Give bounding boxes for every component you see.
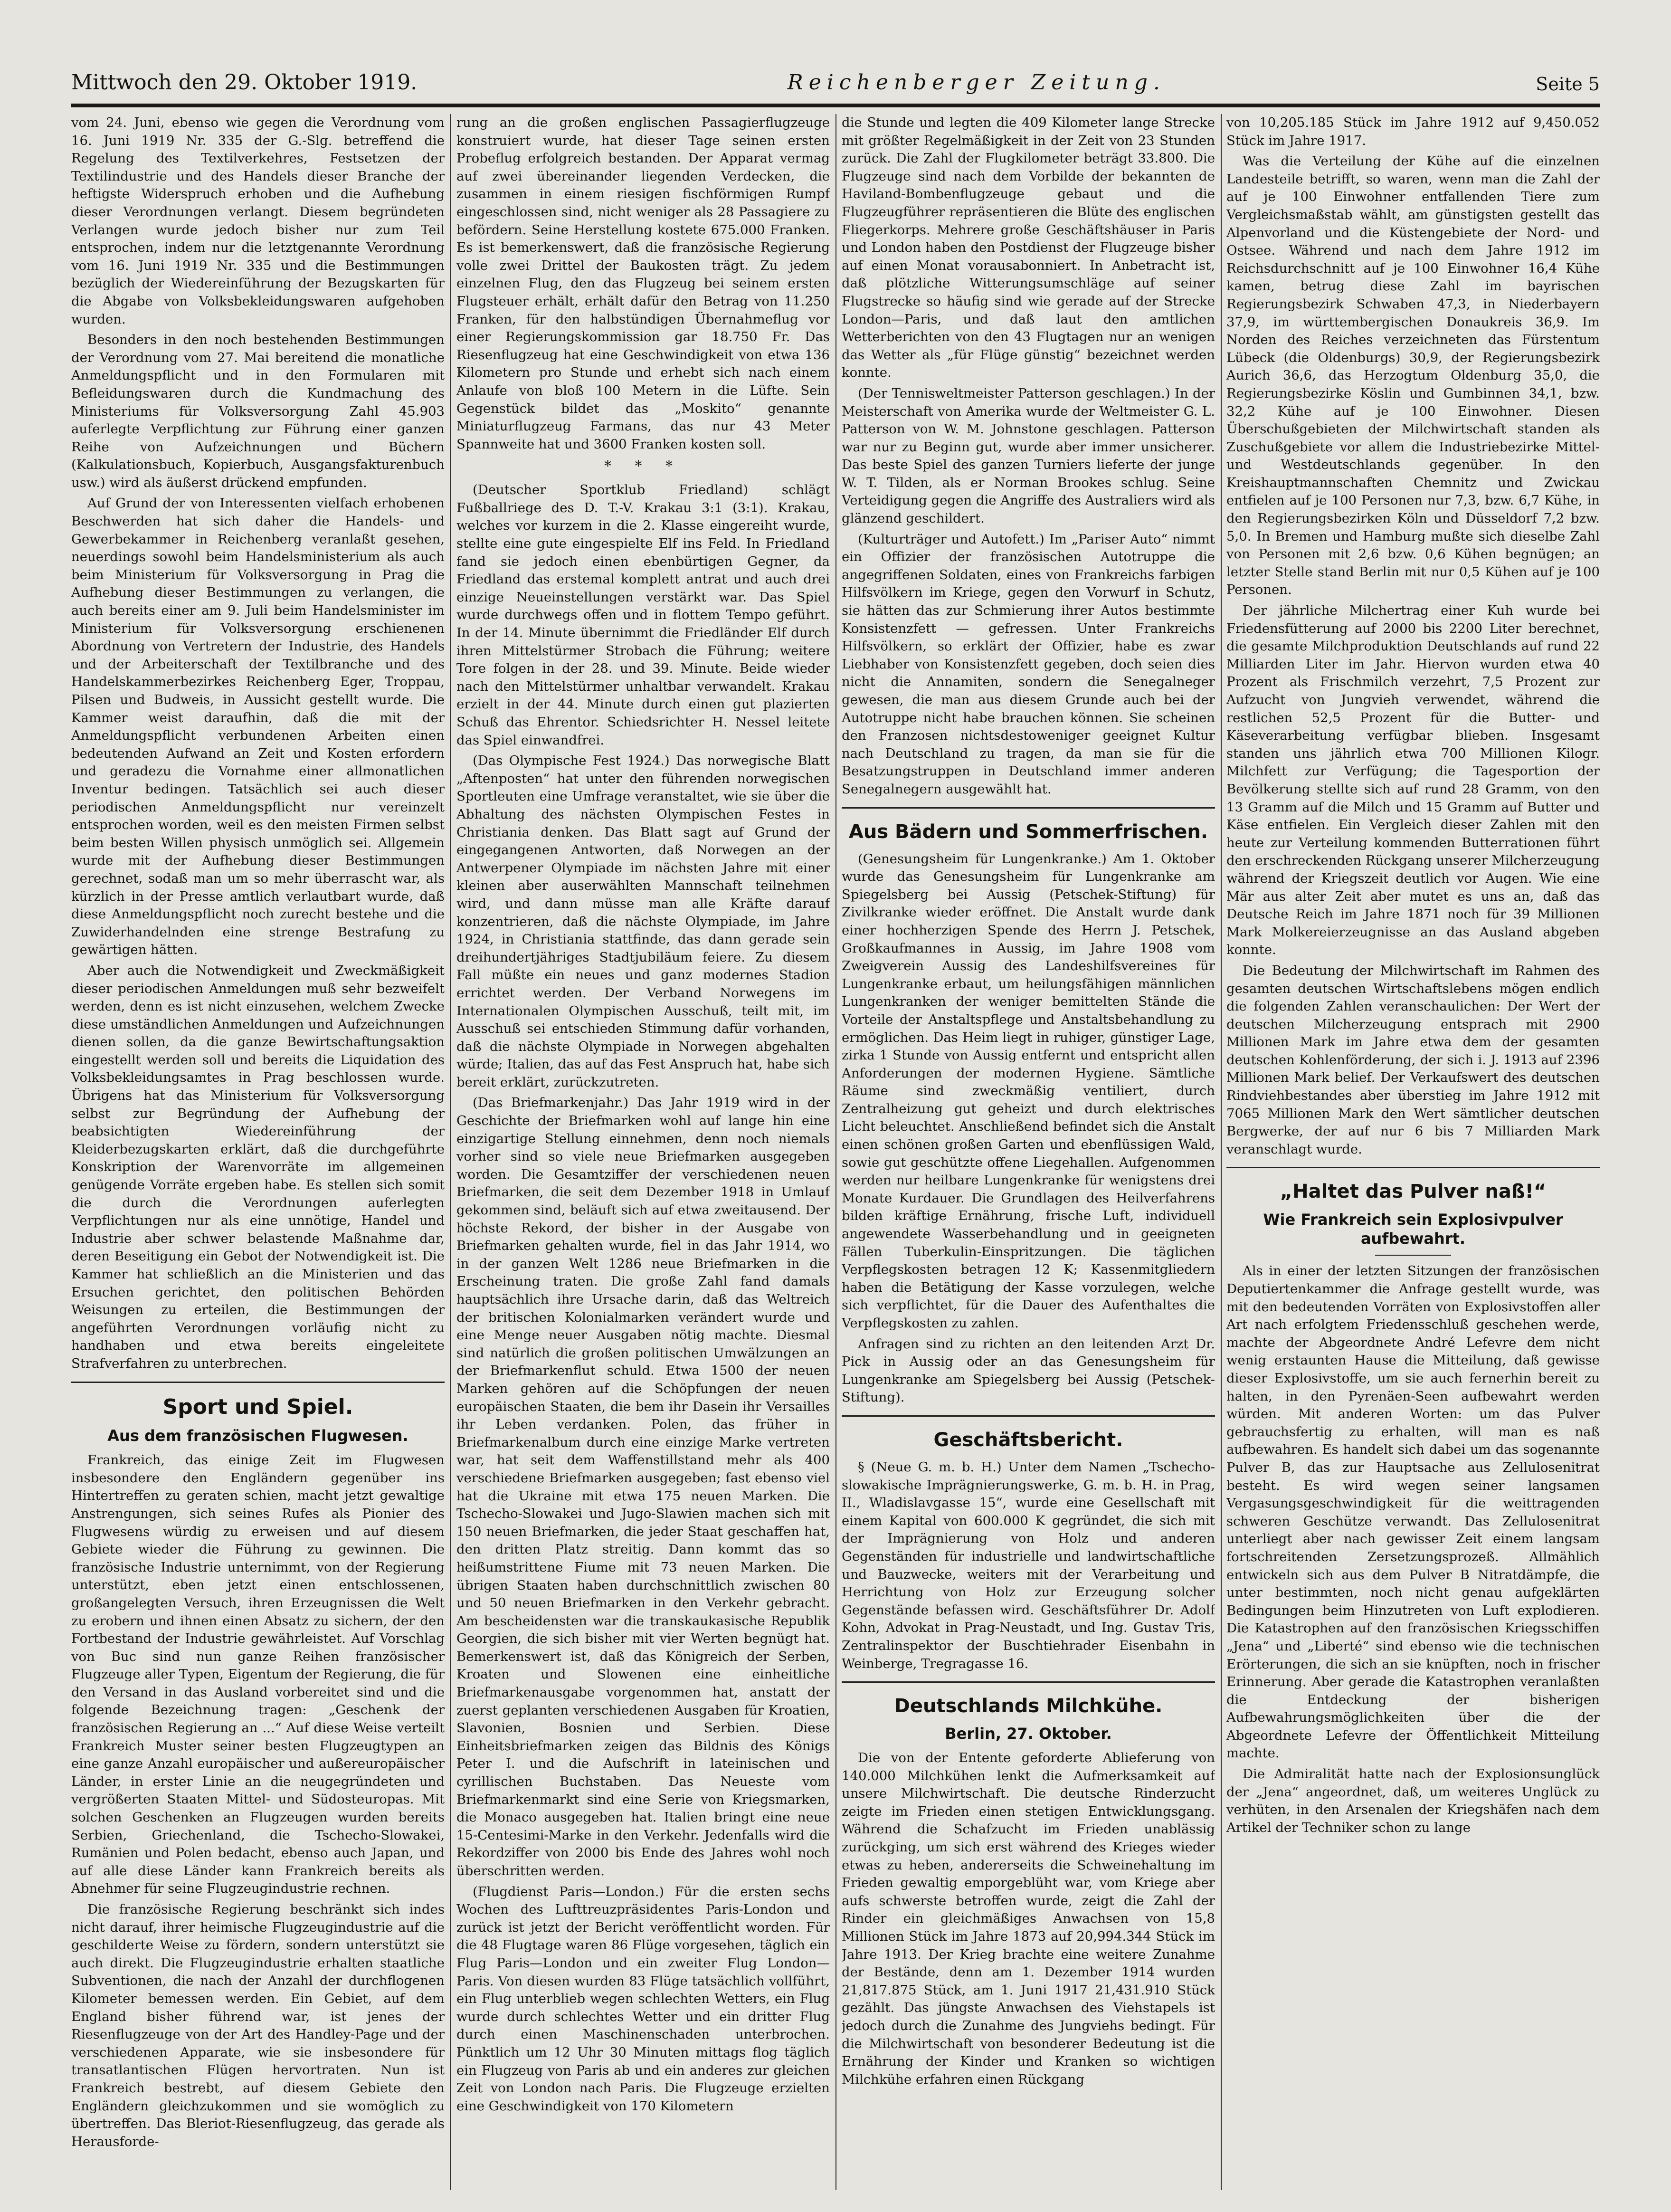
article-paragraph: Die Bedeutung der Milchwirtschaft im Rahmen des gesamten deutschen Wirtschaftslebens mögen endlich die folgenden Zahlen veranschaulichen: Der Wert der deutschen Milcherzeugung entsprach mit 2900 Millionen Mark im Jahre etwa dem der gesamten deutschen Kohlenförderung, der sich i. J. 1913 auf 2396 Millionen Mark belief. Der Verkaufswert des deutschen Rindviehbestandes aber überstieg im Jahre 1912 mit 7065 Millionen Mark den Wert sämtlicher deutschen Bergwerke, der auf nur 6 bis 7 Milliarden Mark veranschlagt wurde.: [1226, 963, 1600, 1157]
column-rule: [450, 114, 451, 2190]
section-divider: [842, 807, 1215, 809]
newspaper-title: Reichenberger Zeitung.: [787, 70, 1166, 95]
article-headline-flugwesen: Aus dem französischen Flugwesen.: [107, 1427, 408, 1445]
article-paragraph: die Stunde und legten die 409 Kilometer lange Strecke mit größter Regelmäßigkeit in der Zeit von 23 Stunden zurück. Die Zahl der Flugkilometer beträgt 33.800. Die Flugzeuge sind nach dem Vorbilde der bekannten de Haviland-Bombenflugzeuge gebaut und die Flugzeugführer repräsentieren die Blüte des englischen Fliegerkorps. Mehrere große Geschäftshäuser in Paris und London haben den Postdienst der Flugzeuge bisher auf einen Monat vorausabonniert. In Anbetracht ist, daß plötzliche Witterungsumschläge auf seiner Flugstrecke so häufig sind wie gerade auf der Strecke London—Paris, und daß laut den amtlichen Wetterberichten von den 43 Flugtagen nur an wenigen das Wetter als „für Flüge günstig“ bezeichnet werden konnte.: [842, 115, 1215, 381]
section-divider: [842, 1415, 1215, 1417]
masthead-rule: [71, 104, 1600, 107]
headline-rule: [1375, 1255, 1451, 1256]
section-title-geschaeftsbericht: Geschäftsbericht.: [933, 1429, 1123, 1451]
article-paragraph: § (Neue G. m. b. H.) Unter dem Namen „Tschecho-slowakische Imprägnierungswerke, G. m. b. H. in Prag, II., Wladislavgasse 15“, wurde eine Gesellschaft mit einem Kapital von 600.000 K gegründet, die sich mit der Imprägnierung von Holz und anderen Gegenständen für industrielle und landwirtschaftliche und Bauzwecke, weiters mit der Verarbeitung und Herrichtung von Holz zur Erzeugung solcher Gegenstände befassen wird. Geschäftsführer Dr. Adolf Kohn, Advokat in Prag-Neustadt, und Ing. Gustav Tris, Zentralinspektor der Buschtiehrader Eisenbahn in Weinberge, Tregragasse 16.: [842, 1459, 1215, 1671]
article-paragraph: Als in einer der letzten Sitzungen der französischen Deputiertenkammer die Anfrage gestellt wurde, was mit den bedeutenden Vorräten von Explosivstoffen aller Art nach erfolgtem Friedensschluß geschehen werde, machte der Abgeordnete André Lefevre dem nicht wenig erstaunten Hause die Mitteilung, daß gewisse dieser Explosivstoffe, um sie auch fernerhin bereit zu halten, in den Pyrenäen-Seen aufbewahrt werden würden. Mit anderen Worten: um das Pulver gebrauchsfertig zu erhalten, will man es naß aufbewahren. Es handelt sich dabei um das sogenannte Pulver B, das zur Hauptsache aus Zellulosenitrat besteht. Es wird wegen seiner langsamen Vergasungsgeschwindigkeit für die weittragenden schweren Geschütze verwandt. Das Zellulosenitrat unterliegt aber nach gewisser Zeit einem langsam fortschreitenden Zersetzungsprozeß. Allmählich entwickeln sich aus dem Pulver B Nitratdämpfe, die unter bestimmten, noch nicht genau aufgeklärten Bedingungen beim Hinzutreten von Luft explodieren. Die Katastrophen auf den französischen Kriegsschiffen „Jena“ und „Liberté“ sind ebenso wie die technischen Erörterungen, die sich an sie knüpften, noch in frischer Erinnerung. Aber gerade die Katastrophen veranlaßten die Entdeckung der bisherigen Aufbewahrungsmöglichkeiten über die der Abgeordnete Lefevre der Öffentlichkeit Mitteilung machte.: [1226, 1263, 1600, 1761]
article-paragraph: (Das Olympische Fest 1924.) Das norwegische Blatt „Aftenposten“ hat unter den führenden norwegischen Sportleuten eine Umfrage veranstaltet, wie sie über die Abhaltung des nächsten Olympischen Festes in Christiania denken. Das Blatt sagt auf Grund der eingegangenen Antworten, daß Norwegen an der Antwerpener Olympiade im nächsten Jahre mit einer kleinen aber auserwählten Mannschaft teilnehmen wird, und dann müsse man alle Kräfte darauf konzentrieren, daß die nächste Olympiade, im Jahre 1924, in Christiania stattfinde, das dann gerade sein dreihundertjähriges Stadtjubiläum feiere. Zu diesem Fall müßte ein neues und ganz modernes Stadion errichtet werden. Der Verband Norwegens im Internationalen Olympischen Ausschuß, teilt mit, im Ausschuß sei entschieden Stimmung dafür vorhanden, daß die nächste Olympiade in Norwegen abgehalten würde; Italien, das auf das Fest Anspruch hat, habe sich bereit erklärt, zurückzutreten.: [456, 753, 830, 1090]
article-paragraph: Was die Verteilung der Kühe auf die einzelnen Landesteile betrifft, so waren, wenn man die Zahl der auf je 100 Einwohner entfallenden Tiere zum Vergleichsmaßstab wählt, am günstigsten gestellt das Alpenvorland und die Küstengebiete der Nord- und Ostsee. Während und nach dem Jahre 1912 im Reichsdurchschnitt auf je 100 Einwohner 16,4 Kühe kamen, betrug diese Zahl im bayrischen Regierungsbezirk Schwaben 47,3, in Niederbayern 37,9, im württembergischen Donaukreis 36,9. Im Norden des Reiches verzeichneten das Fürstentum Lübeck (die Oldenburgs) 30,9, der Regierungsbezirk Aurich 36,6, das Herzogtum Oldenburg 35,0, die Regierungsbezirke Köslin und Gumbinnen 34,1, bzw. 32,2 Kühe auf je 100 Einwohner. Diesen Überschußgebieten der Milchwirtschaft standen als Zuschußgebiete vor allem die Industriebezirke Mittel- und Westdeutschlands gegenüber. In den Kreishauptmannschaften Chemnitz und Zwickau entfielen auf je 100 Personen nur 7,3, bzw. 6,7 Kühe, in den Regierungsbezirken Köln und Düsseldorf 7,2 bzw. 5,0. In Bremen und Hamburg mußte sich dieselbe Zahl von Personen mit 2,6 bzw. 0,6 Kühen begnügen; an letzter Stelle stand Berlin mit nur 0,5 Kühen auf je 100 Personen.: [1226, 153, 1600, 598]
subheadline-line-2: aufbewahrt.: [1360, 1230, 1466, 1248]
section-divider: [71, 1382, 445, 1383]
article-subheadline: [1226, 1210, 1600, 1248]
masthead: [71, 67, 1600, 93]
column-2: [456, 114, 830, 2190]
article-headline-milchkuehe: Deutschlands Milchkühe.: [894, 1695, 1163, 1717]
article-paragraph: Der jährliche Milchertrag einer Kuh wurde bei Friedensfütterung auf 2000 bis 2200 Liter berechnet, die gesamte Milchproduktion Deutschlands auf rund 22 Milliarden Liter im Jahr. Hiervon wurden etwa 40 Prozent als Frischmilch verzehrt, 7,5 Prozent zur Aufzucht von Jungvieh verwendet, während die restlichen 52,5 Prozent für die Butter- und Käseverarbeitung verfügbar blieben. Insgesamt standen uns jährlich etwa 700 Millionen Kilogr. Milchfett zur Verfügung; die Tagesportion der Bevölkerung stellte sich auf rund 28 Gramm, von den 13 Gramm auf die Milch und 15 Gramm auf Butter und Käse entfielen. Ein Vergleich dieser Zahlen mit den heute zur Verteilung kommenden Butterrationen führt den erschreckenden Rückgang unserer Milcherzeugung während der Kriegszeit deutlich vor Augen. Wie eine Mär aus alter Zeit aber mutet es uns an, daß das Deutsche Reich im Jahre 1871 noch für 39 Millionen Mark Molkereierzeugnisse an das Ausland abgeben konnte.: [1226, 603, 1600, 958]
article-paragraph: Auf Grund der von Interessenten vielfach erhobenen Beschwerden hat sich daher die Handels- und Gewerbekammer in Reichenberg veranlaßt gesehen, neuerdings sowohl beim Handelsministerium als auch beim Ministerium für Volksversorgung in Prag die Aufhebung dieser Bestimmungen zu verlangen, die auch bereits einer am 9. Juli beim Handelsminister im Ministerium für Volksversorgung erschienenen Abordnung von Vertretern der Industrie, des Handels und der Arbeiterschaft der Textilbranche und des Handelskammerbezirkes Reichenberg Eger, Troppau, Pilsen und Budweis, in Aussicht gestellt wurde. Die Kammer weist daraufhin, daß die mit der Anmeldungspflicht verbundenen Arbeiten einen bedeutenden Aufwand an Zeit und Kosten erfordern und geradezu die Vornahme einer allmonatlichen Inventur bedingen. Tatsächlich sei auch dieser periodischen Anmeldungspflicht nur vereinzelt entsprochen worden, weil es den meisten Firmen selbst beim besten Willen physisch unmöglich sei. Allgemein wurde mit der Aufhebung dieser Bestimmungen gerechnet, sodaß man um so mehr überrascht war, als kürzlich in der Presse amtlich verlautbart wurde, daß diese Anmeldungspflicht noch zurecht bestehe und die Zuwiderhandelnden eine strenge Bestrafung zu gewärtigen hätten.: [71, 496, 445, 958]
article-paragraph: rung an die großen englischen Passagierflugzeuge konstruiert wurde, hat dieser Tage seinen ersten Probeflug erfolgreich bestanden. Der Apparat vermag auf zwei übereinander liegenden Verdecken, die zusammen in einem riesigen fischförmigen Rumpf eingeschlossen sind, nicht weniger als 28 Passagiere zu befördern. Seine Herstellung kostete 675.000 Franken. Es ist bemerkenswert, daß die französische Regierung volle zwei Drittel der Baukosten trägt. Zu jedem einzelnen Flug, den das Flugzeug bei seinem ersten Flugsteuer erhält, erhält dafür den Betrag von 11.250 Franken, für den halbstündigen Übernahmeflug vor einer Regierungskommission gar 18.750 Fr. Das Riesenflugzeug hat eine Geschwindigkeit von etwa 136 Kilometern pro Stunde und erhebt sich nach einem Anlaufe von bloß 100 Metern in die Lüfte. Sein Gegenstück bildet das „Moskito“ genannte Miniaturflugzeug Farmans, das nur 43 Meter Spannweite hat und 3600 Franken kosten soll.: [456, 115, 830, 452]
article-paragraph: (Kulturträger und Autofett.) Im „Pariser Auto“ nimmt ein Offizier der französischen Autotruppe die angegriffenen Soldaten, eines von Frankreichs farbigen Hilfsvölkern im Kriege, gegen den Vorwurf in Schutz, sie hätten das zur Schmierung ihrer Autos bestimmte Konsistenzfett — gefressen. Unter Frankreichs Hilfsvölkern, so erklärt der Offizier, habe es zwar Liebhaber von Konsistenzfett gegeben, doch seien dies nicht die Annamiten, sondern die Senegalneger gewesen, die man aus diesem Grunde auch bei der Autotruppe nicht habe brauchen können. Sie scheinen den Franzosen nichtsdestoweniger geeignet Kultur nach Deutschland zu tragen, da man sie für die Besatzungstruppen in Deutschland immer anderen Senegalnegern ausgewählt hat.: [842, 531, 1215, 797]
article-paragraph: Die von der Entente geforderte Ablieferung von 140.000 Milchkühen lenkt die Aufmerksamkeit auf unsere Milchwirtschaft. Die deutsche Rinderzucht zeigte im Frieden einen stetigen Entwicklungsgang. Während die Schafzucht im Frieden unablässig zurückging, um sich erst während des Krieges wieder etwas zu heben, andererseits die Schweinehaltung im Frieden gewaltig emporgeblüht war, vom Kriege aber aufs schwerste betroffen wurde, zeigt die Zahl der Rinder ein gleichmäßiges Anwachsen von 15,8 Millionen Stück im Jahre 1873 auf 20,994.344 Stück im Jahre 1913. Der Krieg brachte eine weitere Zunahme der Bestände, denn am 1. Dezember 1914 wurden 21,817.875 Stück, am 1. Juni 1917 21,431.910 Stück gezählt. Das jüngste Anwachsen des Viehstapels ist jedoch durch die Zunahme des Jungviehs bedingt. Für die Milchwirtschaft von besonderer Bedeutung ist die Ernährung der Kinder und Kranken so wichtigen Milchkühe erfahren einen Rückgang: [842, 1750, 1215, 2087]
article-paragraph: Die französische Regierung beschränkt sich indes nicht darauf, ihrer heimische Flugzeugindustrie auf die geschilderte Weise zu fördern, sondern unterstützt sie auch direkt. Die Flugzeugindustrie erhalten staatliche Subventionen, die nach der Anzahl der durchflogenen Kilometer bemessen werden. Ein Gebiet, auf dem England bisher führend war, ist jenes der Riesenflugzeuge von der Art des Handley-Page und der verschiedenen Apparate, wie sie insbesondere für transatlantischen Flügen hervortraten. Nun ist Frankreich bestrebt, auf diesem Gebiete den Engländern gleichzukommen und sie womöglich zu übertreffen. Das Bleriot-Riesenflugzeug, das gerade als Herausforde-: [71, 1902, 445, 2149]
article-paragraph: Frankreich, das einige Zeit im Flugwesen insbesondere den Engländern gegenüber ins Hintertreffen zu geraten schien, macht jetzt gewaltige Anstrengungen, sich seines Rufes als Pionier des Flugwesens würdig zu erweisen und auf diesem Gebiete wieder die Führung zu gewinnen. Die französische Industrie unternimmt, von der Regierung unterstützt, eben jetzt einen entschlossenen, großangelegten Versuch, ihren Erzeugnissen die Welt zu erobern und ihnen einen Absatz zu sichern, der den Fortbestand der Industrie gewährleistet. Auf Vorschlag von Buc sind nun ganze Reihen französischer Flugzeuge aller Typen, Eigentum der Regierung, die für den Versand in das Ausland vorbereitet sind und die folgende Bezeichnung tragen: „Geschenk der französischen Regierung an ...“ Auf diese Weise verteilt Frankreich Muster seiner besten Flugzeugtypen an eine ganze Anzahl europäischer und außereuropäischer Länder, in erster Linie an die neugegründeten und vergrößerten Staaten Mittel- und Südosteuropas. Mit solchen Geschenken an Flugzeugen wurden bereits Serbien, Griechenland, die Tschecho-Slowakei, Rumänien und Polen bedacht, ebenso auch Japan, und auf alle diese Länder kann Frankreich bereits als Abnehmer für seine Flugzeugindustrie rechnen.: [71, 1452, 445, 1897]
section-title-baeder: Aus Bädern und Sommerfrischen.: [848, 820, 1208, 843]
column-3: [842, 114, 1215, 2190]
article-paragraph: (Flugdienst Paris—London.) Für die ersten sechs Wochen des Lufttreuzpräsidentes Paris-London und zurück ist jetzt der Bericht veröffentlicht worden. Für die 48 Flugtage waren 86 Flüge vorgesehen, täglich ein Flug Paris—London und ein zweiter Flug London—Paris. Von diesen wurden 83 Flüge tatsächlich vollführt, ein Flug unterblieb wegen schlechten Wetters, ein Flug wurde durch schlechtes Wetter und ein dritter Flug durch einen Maschinenschaden unterbrochen. Pünktlich um 12 Uhr 30 Minuten mittags flog täglich ein Flugzeug von Paris ab und ein anderes zur gleichen Zeit von London nach Paris. Die Flugzeuge erzielten eine Geschwindigkeit von 170 Kilometern: [456, 1884, 830, 2114]
column-rule: [1221, 114, 1222, 2190]
article-headline-pulver: „Haltet das Pulver naß!“: [1280, 1181, 1547, 1203]
separator-stars: * * *: [604, 458, 683, 475]
columns: [71, 114, 1600, 2190]
article-paragraph: (Das Briefmarkenjahr.) Das Jahr 1919 wird in der Geschichte der Briefmarken wohl auf lange hin eine einzigartige Stellung einnehmen, denn noch niemals vorher sind so viele neue Briefmarken ausgegeben worden. Die Gesamtziffer der verschiedenen neuen Briefmarken, die seit dem Dezember 1918 in Umlauf gekommen sind, beläuft sich auf etwa zweitausend. Der höchste Rekord, der bisher in der Ausgabe von Briefmarken gehalten wurde, fiel in das Jahr 1914, wo in der ganzen Welt 1286 neue Briefmarken in die Erscheinung traten. Die große Zahl fand damals hauptsächlich ihre Ursache darin, daß das Weltreich der britischen Kolonialmarken verändert wurde und eine Menge neuer Ausgaben nötig machte. Diesmal sind natürlich die großen politischen Umwälzungen an der Briefmarkenflut schuld. Etwa 1500 der neuen Marken gehören auf die Schöpfungen der neuen europäischen Staaten, die bem ihr Dasein ihr Versailles ihr Leben verdanken. Polen, das früher in Briefmarkenalbum durch eine einzige Marke vertreten war, hat seit dem Waffenstillstand mehr als 400 verschiedene Briefmarken ausgegeben; fast ebenso viel hat die Ukraine mit etwa 175 neuen Marken. Die Tschecho-Slowakei und Jugo-Slawien machen sich mit 150 neuen Briefmarken, die jeder Staat geschaffen hat, den dritten Platz streitig. Dann kommt das so heißumstrittene Fiume mit 73 neuen Marken. Die übrigen Staaten haben durchschnittlich zwischen 80 und 50 neuen Briefmarken in den Verkehr gebracht. Am bescheidensten war die transkaukasische Republik Georgien, die sich bisher mit vier Werten begnügt hat. Bemerkenswert ist, daß das Königreich der Serben, Kroaten und Slowenen eine einheitliche Briefmarkenausgabe vorgenommen hat, anstatt der zuerst geplanten verschiedenen Ausgaben für Kroatien, Slavonien, Bosnien und Serbien. Diese Einheitsbriefmarken zeigen das Bildnis des Königs Peter I. und die Aufschrift in lateinischen und cyrillischen Buchstaben. Das Neueste vom Briefmarkenmarkt sind eine Serie von Kriegsmarken, die Monaco ausgegeben hat. Italien bringt eine neue 15-Centesimi-Marke in den Verkehr. Jedenfalls wird die Rekordziffer von 2000 bis Ende des Jahres wohl noch überschritten werden.: [456, 1095, 830, 1878]
column-4: [1226, 114, 1600, 2190]
article-dateline: Berlin, 27. Oktober.: [945, 1725, 1112, 1743]
page-number: Seite 5: [1536, 74, 1600, 95]
article-paragraph: Besonders in den noch bestehenden Bestimmungen der Verordnung vom 27. Mai bereitend die monatliche Anmeldungspflicht und in den Formularen mit Befleidungswaren durch die Kundmachung des Ministeriums für Volksversorgung Zahl 45.903 auferlegte Verpflichtung zur Führung einer ganzen Reihe von Aufzeichnungen und Büchern (Kalkulationsbuch, Kopierbuch, Ausgangsfakturenbuch usw.) wird als äußerst drückend empfunden.: [71, 332, 445, 490]
article-paragraph: (Deutscher Sportklub Friedland) schlägt Fußballriege des D. T.-V. Krakau 3:1 (3:1). Krakau, welches vor kurzem in die 2. Klasse eingereiht wurde, stellte eine gute eingespielte Elf ins Feld. In Friedland fand sie jedoch einen ebenbürtigen Gegner, da Friedland das erstemal komplett antrat und auch drei einzige Neueinstellungen verstärkt war. Das Spiel wurde durchwegs offen und in flottem Tempo geführt. In der 14. Minute übernimmt die Friedländer Elf durch ihren Mittelstürmer Strobach die Führung; weitere Tore folgen in der 28. und 39. Minute. Beide wieder nach den Mittelstürmer unhaltbar verwandelt. Krakau erzielt in der 44. Minute durch einen gut plazierten Schuß das Ehrentor. Schiedsrichter H. Nessel leitete das Spiel einwandfrei.: [456, 482, 830, 748]
article-paragraph: von 10,205.185 Stück im Jahre 1912 auf 9,450.052 Stück im Jahre 1917.: [1226, 115, 1600, 148]
article-paragraph: Anfragen sind zu richten an den leitenden Arzt Dr. Pick in Aussig oder an das Genesungsheim für Lungenkranke am Spiegelsberg bei Aussig (Petschek-Stiftung).: [842, 1336, 1215, 1405]
section-divider: [1226, 1167, 1600, 1168]
article-paragraph: vom 24. Juni, ebenso wie gegen die Verordnung vom 16. Juni 1919 Nr. 335 der G.-Slg. betreffend die Regelung des Textilverkehres, Festsetzen der Textilindustrie und des Handels dieser Branche der heftigste Widerspruch erhoben und die Aufhebung dieser Verordnungen verlangt. Diesem begründeten Verlangen wurde jedoch bisher nur zum Teil entsprochen, indem nur die letztgenannte Verordnung vom 16. Juni 1919 Nr. 335 und die Bestimmungen bezüglich der Wiedereinführung der Bezugskarten für die Abgabe von Volksbekleidungswaren aufgehoben wurden.: [71, 115, 445, 327]
article-paragraph: Aber auch die Notwendigkeit und Zweckmäßigkeit dieser periodischen Anmeldungen muß sehr bezweifelt werden, denn es ist nicht einzusehen, welchem Zwecke diese umständlichen Anmeldungen und Aufzeichnungen dienen sollen, da die ganze Bewirtschaftungsaktion eingestellt werden soll und bereits die Liquidation des Volksbekleidungsamtes in Prag beschlossen wurde. Übrigens hat das Ministerium für Volksversorgung selbst zur Begründung der Aufhebung der beabsichtigten Wiedereinführung der Kleiderbezugskarten erklärt, daß die durchgeführte Konskription der Warenvorräte im allgemeinen genügende Vorräte ergeben habe. Es stellen sich somit die durch die Verordnungen auferlegten Verpflichtungen nur als eine unnötige, Handel und Industrie aber schwer belastende Maßnahme dar, deren Beseitigung ein Gebot der Notwendigkeit ist. Die Kammer hat schließlich an die Ministerien und das Ersuchen gerichtet, den politischen Behörden Weisungen zu erteilen, die Bestimmungen der angeführten Verordnungen vorläufig nicht zu handhaben und etwa bereits eingeleitete Strafverfahren zu unterbrechen.: [71, 963, 445, 1371]
section-divider: [842, 1681, 1215, 1683]
issue-date: Mittwoch den 29. Oktober 1919.: [71, 70, 418, 95]
section-title-sport: Sport und Spiel.: [162, 1394, 353, 1419]
article-paragraph: Die Admiralität hatte nach der Explosionsunglück der „Jena“ angeordnet, daß, um weiteres Unglück zu verhüten, in den Arsenalen der Kriegshäfen nach dem Artikel der Techniker schon zu lange: [1226, 1766, 1600, 1835]
column-1: [71, 114, 445, 2190]
article-paragraph: (Der Tennisweltmeister Patterson geschlagen.) In der Meisterschaft von Amerika wurde der Weltmeister G. L. Patterson von W. M. Johnstone geschlagen. Patterson war nur zu Beginn gut, wurde aber immer unsicherer. Das beste Spiel des ganzen Turniers lieferte der junge W. T. Tilden, als er Norman Brookes schlug. Seine Verteidigung gegen die Angriffe des Australiers wird als glänzend geschildert.: [842, 385, 1215, 526]
subheadline-line-1: Wie Frankreich sein Explosivpulver: [1263, 1211, 1563, 1229]
article-paragraph: (Genesungsheim für Lungenkranke.) Am 1. Oktober wurde das Genesungsheim für Lungenkranke am Spiegelsberg bei Aussig (Petschek-Stiftung) für Zivilkranke wieder eröffnet. Die Anstalt wurde dank einer hochherzigen Spende des Herrn J. Petschek, Großkaufmannes in Aussig, im Jahre 1908 vom Zweigverein Aussig des Landeshilfsvereines für Lungenkranke erbaut, um heilungsfähigen männlichen Lungenkranken der weniger bemittelten Stände die Vorteile der Anstaltspflege und Anstaltsbehandlung zu ermöglichen. Das Heim liegt in ruhiger, günstiger Lage, zirka 1 Stunde von Aussig entfernt und entspricht allen Anforderungen der modernen Hygiene. Sämtliche Räume sind zweckmäßig ventiliert, durch Zentralheizung gut geheizt und durch elektrisches Licht beleuchtet. Anschließend befindet sich die Anstalt einen schönen großen Garten und ebenflüssigen Wald, sowie gut geschützte offene Liegehallen. Aufgenommen werden nur heilbare Lungenkranke für wenigstens drei Monate Kurdauer. Die Grundlagen des Heilverfahrens bilden kräftige Ernährung, frische Luft, individuell angewendete Wasserbehandlung und in geeigneten Fällen Tuberkulin-Einspritzungen. Die täglichen Verpflegskosten betragen 12 K; Kassenmitgliedern haben die Betätigung der Kasse vorzulegen, welche sich verpflichtet, für die Dauer des Aufenthaltes die Verpflegskosten zu zahlen.: [842, 851, 1215, 1331]
